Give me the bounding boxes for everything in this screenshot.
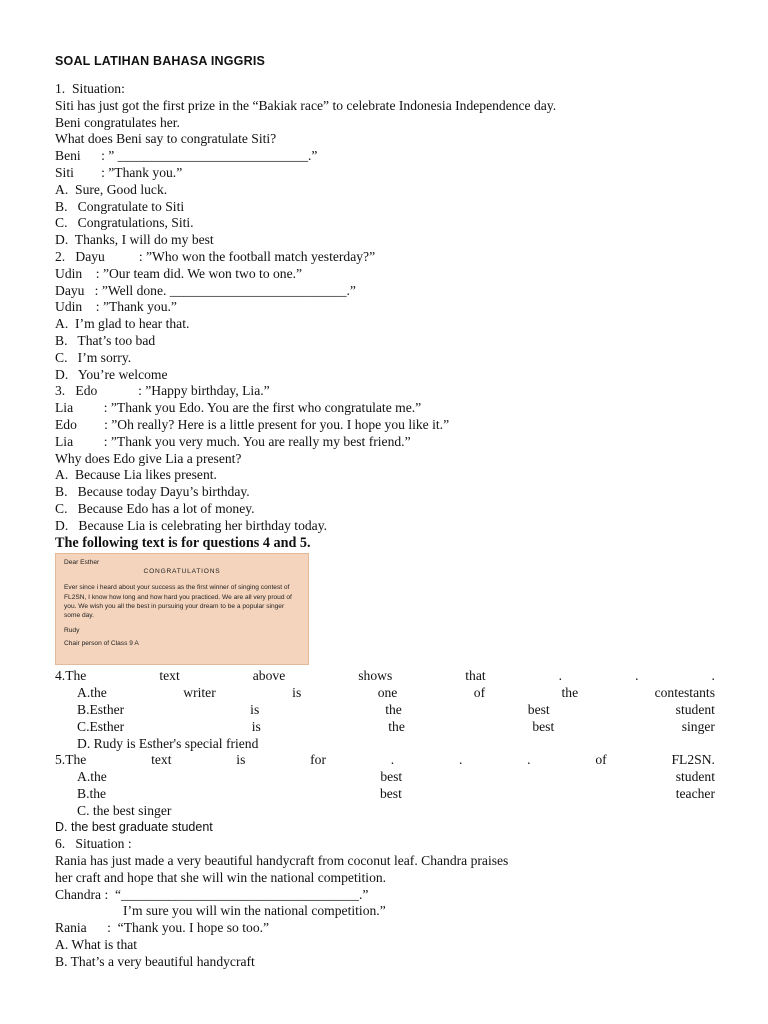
word: is bbox=[251, 718, 261, 734]
card-body: Ever since i heard about your success as the first winner of singing contest of FL2SN, I know how long and how hard you practiced. We are all very proud of you. We wish you all the best in pursuing your dream to be a popular singer some day. bbox=[64, 584, 292, 619]
page-title: SOAL LATIHAN BAHASA INGGRIS bbox=[55, 54, 266, 68]
word: best bbox=[532, 718, 555, 734]
text-line: B. That’s a very beautiful handycraft bbox=[55, 953, 255, 969]
word: the bbox=[388, 718, 405, 734]
text-line: A. Because Lia likes present. bbox=[55, 467, 217, 483]
text-line: A. Sure, Good luck. bbox=[55, 181, 168, 197]
text-line: 3. Edo : ”Happy birthday, Lia.” bbox=[55, 383, 270, 399]
question-4-option-a bbox=[55, 685, 715, 702]
card-heading: CONGRATULATIONS bbox=[143, 568, 221, 576]
card-signature: Rudy bbox=[64, 627, 80, 635]
card-greeting: Dear Esther bbox=[64, 559, 100, 567]
question-5-option-a bbox=[55, 769, 715, 786]
text-line: Edo : ”Oh really? Here is a little present for you. I hope you like it.” bbox=[55, 416, 450, 432]
word: for bbox=[310, 752, 327, 768]
word: is bbox=[236, 752, 246, 768]
word: is bbox=[250, 701, 260, 717]
word: of bbox=[473, 685, 486, 701]
word: . bbox=[558, 668, 563, 684]
word: A.the bbox=[77, 685, 107, 701]
word: . bbox=[458, 752, 463, 768]
word: contestants bbox=[654, 685, 715, 701]
word: teacher bbox=[675, 785, 715, 801]
text-line: C. Because Edo has a lot of money. bbox=[55, 500, 255, 516]
question-5-option-b bbox=[55, 786, 715, 803]
question-4-option-c bbox=[55, 719, 715, 736]
word: singer bbox=[681, 718, 715, 734]
word: best bbox=[380, 769, 403, 785]
word: B.Esther bbox=[77, 701, 125, 717]
word: best bbox=[379, 785, 402, 801]
text-line: A. I’m glad to hear that. bbox=[55, 316, 190, 332]
text-line: D. You’re welcome bbox=[55, 366, 168, 382]
text-line: B. Congratulate to Siti bbox=[55, 198, 185, 214]
text-line: Lia : ”Thank you Edo. You are the first who congratulate me.” bbox=[55, 400, 422, 416]
word: that bbox=[465, 668, 486, 684]
word: student bbox=[675, 769, 715, 785]
word: text bbox=[151, 752, 172, 768]
text-line: 1. Situation: bbox=[55, 81, 125, 96]
text-line: Chandra : “___________________________________.” bbox=[55, 886, 369, 902]
question-4-stem bbox=[55, 668, 715, 685]
word: . bbox=[527, 752, 531, 768]
text-line: B. That’s too bad bbox=[55, 332, 156, 348]
word: . bbox=[711, 668, 715, 684]
word: . bbox=[635, 668, 639, 684]
text-line: C. I’m sorry. bbox=[55, 349, 132, 365]
text-line: Why does Edo give Lia a present? bbox=[55, 450, 242, 466]
text-line: Dayu : ”Well done. __________________________.” bbox=[55, 282, 356, 298]
question-5-stem bbox=[55, 752, 715, 769]
text-line: B. Because today Dayu’s birthday. bbox=[55, 484, 250, 500]
word: is bbox=[292, 685, 302, 701]
word: . bbox=[390, 752, 395, 768]
word: writer bbox=[183, 685, 216, 701]
word: the bbox=[561, 685, 579, 701]
word: the bbox=[385, 701, 402, 717]
text-line: I’m sure you will win the national competition.” bbox=[55, 903, 386, 919]
word: one bbox=[377, 685, 398, 701]
question-4-option-d: D. Rudy is Esther's special friend bbox=[77, 735, 259, 751]
text-line: Siti : ”Thank you.” bbox=[55, 164, 183, 180]
word: student bbox=[675, 701, 715, 717]
text-line: Lia : ”Thank you very much. You are really my best friend.” bbox=[55, 433, 411, 449]
word: of bbox=[595, 752, 607, 768]
word: C.Esther bbox=[77, 718, 125, 734]
text-line: What does Beni say to congratulate Siti? bbox=[55, 131, 277, 147]
word: FL2SN. bbox=[671, 752, 715, 768]
question-5-option-c: C. the best singer bbox=[77, 802, 172, 818]
section-heading: The following text is for questions 4 and 5. bbox=[55, 534, 311, 551]
text-line: A. What is that bbox=[55, 937, 138, 953]
questions-1-3 bbox=[55, 81, 715, 535]
question-6 bbox=[55, 836, 715, 970]
question-5-option-d: D. the best graduate student bbox=[55, 820, 213, 835]
word: B.the bbox=[77, 785, 107, 801]
word: shows bbox=[358, 668, 393, 684]
text-line: 2. Dayu : ”Who won the football match yesterday?” bbox=[55, 248, 376, 264]
text-line: Rania : “Thank you. I hope so too.” bbox=[55, 920, 270, 936]
text-line: C. Congratulations, Siti. bbox=[55, 215, 194, 231]
text-line: her craft and hope that she will win the national competition. bbox=[55, 869, 387, 885]
text-line: D. Because Lia is celebrating her birthday today. bbox=[55, 517, 328, 533]
question-4-option-b bbox=[55, 702, 715, 719]
word: best bbox=[527, 701, 550, 717]
text-line: Beni congratulates her. bbox=[55, 114, 180, 130]
text-line: 6. Situation : bbox=[55, 836, 132, 852]
word: text bbox=[159, 668, 180, 684]
text-line: D. Thanks, I will do my best bbox=[55, 232, 214, 248]
word: 5.The bbox=[55, 752, 87, 768]
word: above bbox=[252, 668, 286, 684]
text-line: Rania has just made a very beautiful handycraft from coconut leaf. Chandra praises bbox=[55, 853, 509, 869]
text-line: Siti has just got the first prize in the “Bakiak race” to celebrate Indonesia Independence day. bbox=[55, 97, 557, 113]
text-line: Udin : ”Thank you.” bbox=[55, 299, 177, 315]
document-page bbox=[55, 50, 715, 971]
word: 4.The bbox=[55, 668, 87, 684]
text-line: Udin : ”Our team did. We won two to one.” bbox=[55, 265, 303, 281]
congratulation-card-image bbox=[55, 553, 309, 665]
text-line: Beni : ” ____________________________.” bbox=[55, 148, 318, 164]
word: A.the bbox=[77, 769, 107, 785]
card-position: Chair person of Class 9 A bbox=[64, 640, 139, 648]
